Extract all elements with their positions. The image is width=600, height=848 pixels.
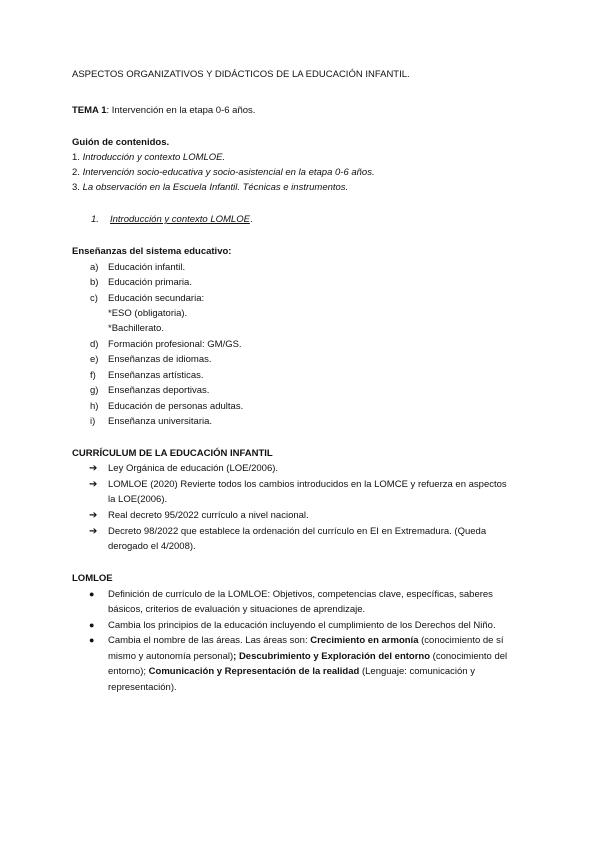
curriculum-item: Ley Orgánica de educación (LOE/2006). bbox=[108, 463, 279, 474]
list-item: Formación profesional: GM/GS. bbox=[108, 339, 242, 350]
list-letter: a) bbox=[90, 262, 99, 273]
bullet-icon: ● bbox=[89, 620, 95, 630]
arrow-icon: ➔ bbox=[89, 510, 98, 521]
curriculum-heading: CURRÍCULUM DE LA EDUCACIÓN INFANTIL bbox=[72, 448, 273, 459]
list-item: Enseñanzas deportivas. bbox=[108, 385, 210, 396]
list-item: Enseñanza universitaria. bbox=[108, 416, 213, 427]
curriculum-item-cont: la LOE(2006). bbox=[108, 494, 168, 505]
subject-title: ASPECTOS ORGANIZATIVOS Y DIDÁCTICOS DE LA EDUCACIÓN INFANTIL. bbox=[72, 69, 410, 80]
lomloe-heading: LOMLOE bbox=[72, 573, 113, 584]
contents-heading: Guión de contenidos. bbox=[72, 137, 170, 148]
list-item: Enseñanzas de idiomas. bbox=[108, 354, 212, 365]
curriculum-item: LOMLOE (2020) Revierte todos los cambios introducidos en la LOMCE y refuerza en aspectos bbox=[108, 479, 507, 490]
list-letter: g) bbox=[90, 385, 99, 396]
list-subitem: *Bachillerato. bbox=[108, 323, 164, 334]
list-item: Enseñanzas artísticas. bbox=[108, 370, 204, 381]
list-item: Educación de personas adultas. bbox=[108, 401, 244, 412]
arrow-icon: ➔ bbox=[89, 479, 98, 490]
arrow-icon: ➔ bbox=[89, 463, 98, 474]
lomloe-item-cont: mismo y autonomía personal); Descubrimiento y Exploración del entorno (conocimiento del bbox=[108, 651, 508, 662]
list-letter: d) bbox=[90, 339, 99, 350]
theme-label: TEMA 1 bbox=[72, 105, 107, 116]
curriculum-item: Decreto 98/2022 que establece la ordenación del currículo en EI en Extremadura. (Queda bbox=[108, 526, 487, 537]
ensenanzas-heading: Enseñanzas del sistema educativo: bbox=[72, 246, 232, 257]
section1-title: Introducción y contexto LOMLOE. bbox=[110, 214, 253, 225]
theme-text: : Intervención en la etapa 0-6 años. bbox=[106, 105, 256, 116]
contents-item: 3. La observación en la Escuela Infantil. Técnicas e instrumentos. bbox=[72, 182, 349, 193]
list-letter: f) bbox=[90, 370, 96, 381]
list-item: Educación primaria. bbox=[108, 277, 192, 288]
bullet-icon: ● bbox=[89, 589, 95, 599]
lomloe-item-cont: básicos, criterios de evaluación y situaciones de aprendizaje. bbox=[108, 604, 366, 615]
list-item: Educación secundaria: bbox=[108, 293, 205, 304]
lomloe-item: Cambia el nombre de las áreas. Las áreas son: Crecimiento en armonía (conocimiento de sí bbox=[108, 635, 504, 646]
contents-item: 2. Intervención socio-educativa y socio-asistencial en la etapa 0-6 años. bbox=[72, 167, 375, 178]
list-letter: b) bbox=[90, 277, 99, 288]
list-letter: e) bbox=[90, 354, 99, 365]
lomloe-item: Cambia los principios de la educación incluyendo el cumplimiento de los Derechos del Niño. bbox=[108, 620, 496, 631]
curriculum-item-cont: derogado el 4/2008). bbox=[108, 541, 196, 552]
list-letter: i) bbox=[90, 416, 96, 427]
list-letter: c) bbox=[90, 293, 98, 304]
lomloe-item-cont: entorno); Comunicación y Representación de la realidad (Lenguaje: comunicación y bbox=[108, 666, 475, 677]
bullet-icon: ● bbox=[89, 635, 95, 645]
theme-line bbox=[72, 104, 255, 118]
list-subitem: *ESO (obligatoria). bbox=[108, 308, 188, 319]
contents-item: 1. Introducción y contexto LOMLOE. bbox=[72, 152, 226, 163]
arrow-icon: ➔ bbox=[89, 526, 98, 537]
list-item: Educación infantil. bbox=[108, 262, 186, 273]
curriculum-item: Real decreto 95/2022 currículo a nivel nacional. bbox=[108, 510, 309, 521]
lomloe-item-cont: representación). bbox=[108, 682, 177, 693]
section1-number: 1. bbox=[91, 214, 99, 225]
list-letter: h) bbox=[90, 401, 99, 412]
lomloe-item: Definición de currículo de la LOMLOE: Objetivos, competencias clave, específicas, saberes bbox=[108, 589, 493, 600]
